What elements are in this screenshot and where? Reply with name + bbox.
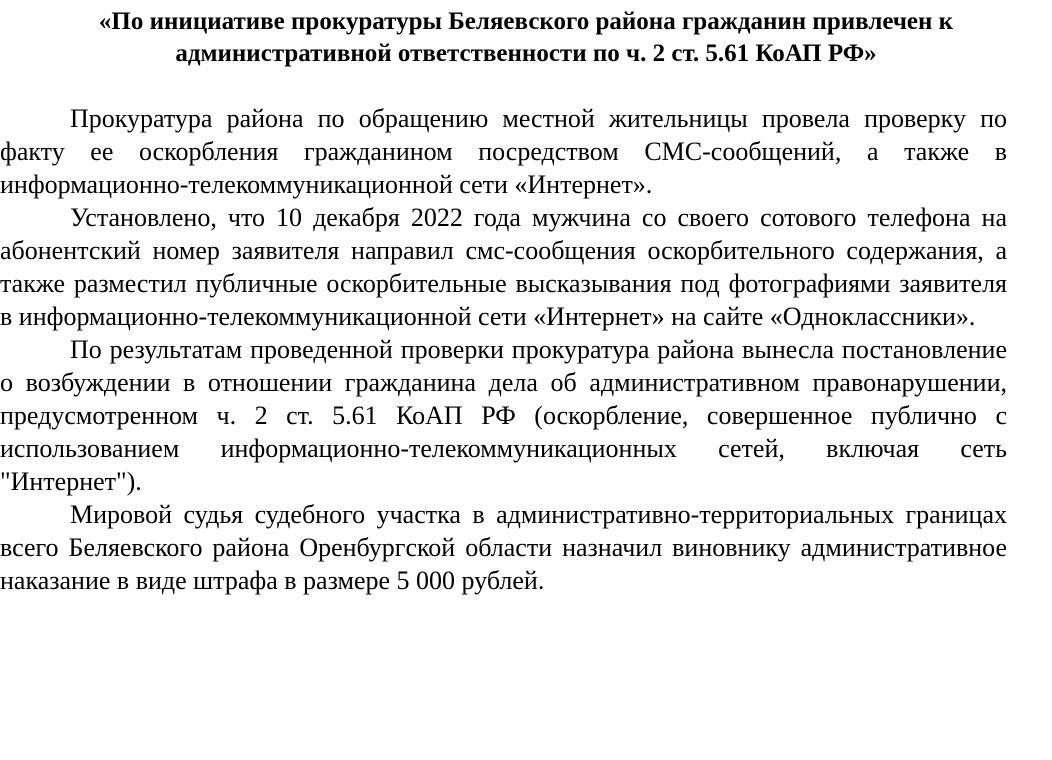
paragraph-prosecutor-ruling: По результатам проведенной проверки прокуратура района вынесла постановление о возбуждении в отношении гражданина дела об административном правонарушении, предусмотренном ч. 2 ст. 5.61 КоАП РФ (оскорбление, совершенное публично с использованием информационно-телекоммуникационных сетей, включая сеть "Интернет"). xyxy=(0,335,1007,496)
document-title: «По инициативе прокуратуры Беляевского района гражданин привлечен к административной ответственности по ч. 2 ст. 5.61 КоАП РФ» xyxy=(98,8,954,67)
paragraph-court-decision: Мировой судья судебного участка в административно-территориальных границах всего Беляевского района Оренбургской области назначил виновнику административное наказание в виде штрафа в размере 5 000 рублей. xyxy=(0,500,1007,595)
paragraph-established-facts: Установлено, что 10 декабря 2022 года мужчина со своего сотового телефона на абонентский номер заявителя направил смс-сообщения оскорбительного содержания, а также разместил публичные оскорбительные высказывания под фотографиями заявителя в информационно-телекоммуникационной сети «Интернет» на сайте «Одноклассники». xyxy=(0,203,1007,331)
paragraph-inspection: Прокуратура района по обращению местной жительницы провела проверку по факту ее оскорбления гражданином посредством СМС-сообщений, а также в информационно-телекоммуникационной сети «Интернет». xyxy=(0,104,1007,199)
document-body xyxy=(0,102,1007,597)
